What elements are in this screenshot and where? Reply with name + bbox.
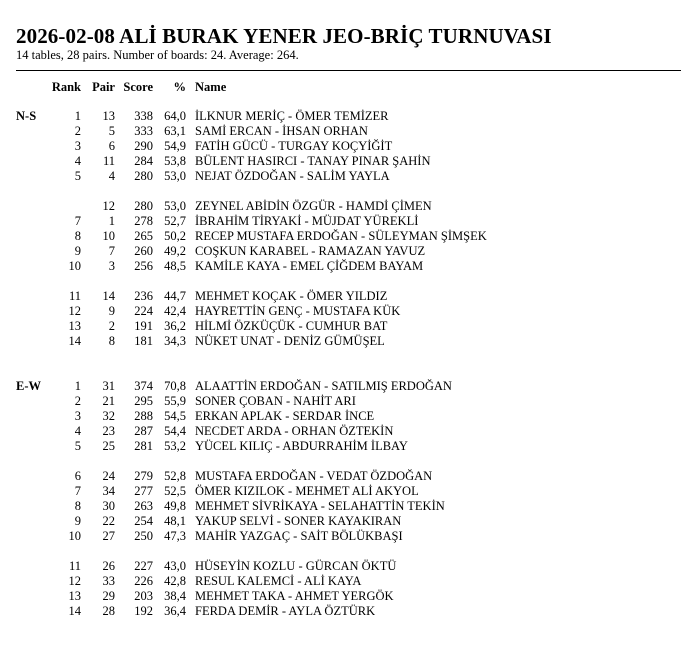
- score-cell: 279: [134, 469, 153, 483]
- result-row: [0, 604, 681, 619]
- result-row: [0, 589, 681, 604]
- rank-cell: 7: [74, 484, 81, 498]
- result-row: [0, 559, 681, 574]
- score-cell: 338: [134, 109, 153, 123]
- pair-name-cell: YAKUP SELVİ - SONER KAYAKIRAN: [195, 514, 402, 528]
- tournament-summary: 14 tables, 28 pairs. Number of boards: 24. Average: 264.: [16, 48, 299, 62]
- score-cell: 227: [134, 559, 153, 573]
- percent-cell: 54,5: [164, 409, 186, 423]
- percent-cell: 53,0: [164, 199, 186, 213]
- pair-name-cell: MUSTAFA ERDOĞAN - VEDAT ÖZDOĞAN: [195, 469, 433, 483]
- pair-cell: 6: [108, 139, 115, 153]
- result-row: [0, 169, 681, 184]
- result-row: [0, 214, 681, 229]
- header-divider: [16, 70, 681, 71]
- rank-cell: 4: [74, 154, 81, 168]
- result-row: [0, 304, 681, 319]
- pair-name-cell: ALAATTİN ERDOĞAN - SATILMIŞ ERDOĞAN: [195, 379, 452, 393]
- result-row: [0, 199, 681, 214]
- result-row: [0, 574, 681, 589]
- score-cell: 181: [134, 334, 153, 348]
- result-row: [0, 154, 681, 169]
- rank-cell: 10: [68, 529, 81, 543]
- score-cell: 280: [134, 169, 153, 183]
- score-cell: 280: [134, 199, 153, 213]
- pair-cell: 3: [108, 259, 115, 273]
- percent-cell: 55,9: [164, 394, 186, 408]
- percent-cell: 70,8: [164, 379, 186, 393]
- result-row: [0, 124, 681, 139]
- rank-cell: 14: [68, 604, 81, 618]
- result-row: [0, 394, 681, 409]
- pair-cell: 12: [102, 199, 115, 213]
- column-header-score: Score: [123, 80, 153, 94]
- result-row: [0, 529, 681, 544]
- result-row: [0, 409, 681, 424]
- pair-name-cell: MEHMET TAKA - AHMET YERGÖK: [195, 589, 394, 603]
- pair-cell: 1: [108, 214, 115, 228]
- pair-cell: 33: [102, 574, 115, 588]
- rank-cell: 5: [74, 169, 81, 183]
- percent-cell: 48,5: [164, 259, 186, 273]
- rank-cell: 2: [74, 394, 81, 408]
- pair-cell: 29: [102, 589, 115, 603]
- pair-cell: 22: [102, 514, 115, 528]
- percent-cell: 48,1: [164, 514, 186, 528]
- score-cell: 263: [134, 499, 153, 513]
- pair-cell: 13: [102, 109, 115, 123]
- pair-cell: 9: [108, 304, 115, 318]
- pair-name-cell: FATİH GÜCÜ - TURGAY KOÇYİĞİT: [195, 139, 393, 153]
- score-cell: 224: [134, 304, 153, 318]
- pair-name-cell: RESUL KALEMCİ - ALİ KAYA: [195, 574, 362, 588]
- pair-cell: 21: [102, 394, 115, 408]
- score-cell: 256: [134, 259, 153, 273]
- pair-name-cell: SAMİ ERCAN - İHSAN ORHAN: [195, 124, 368, 138]
- score-cell: 374: [134, 379, 153, 393]
- rank-cell: 6: [74, 469, 81, 483]
- rank-cell: 11: [68, 559, 81, 573]
- percent-cell: 53,8: [164, 154, 186, 168]
- pair-cell: 7: [108, 244, 115, 258]
- pair-name-cell: ZEYNEL ABİDİN ÖZGÜR - HAMDİ ÇİMEN: [195, 199, 432, 213]
- pair-name-cell: FERDA DEMİR - AYLA ÖZTÜRK: [195, 604, 376, 618]
- percent-cell: 36,2: [164, 319, 186, 333]
- percent-cell: 53,0: [164, 169, 186, 183]
- pair-cell: 4: [108, 169, 115, 183]
- score-cell: 265: [134, 229, 153, 243]
- rank-cell: 13: [68, 589, 81, 603]
- percent-cell: 52,7: [164, 214, 186, 228]
- percent-cell: 54,4: [164, 424, 186, 438]
- rank-cell: 1: [74, 379, 81, 393]
- pair-cell: 10: [102, 229, 115, 243]
- pair-cell: 34: [102, 484, 115, 498]
- percent-cell: 64,0: [164, 109, 186, 123]
- pair-name-cell: YÜCEL KILIÇ - ABDURRAHİM İLBAY: [195, 439, 408, 453]
- result-row: [0, 514, 681, 529]
- percent-cell: 36,4: [164, 604, 186, 618]
- pair-cell: 31: [102, 379, 115, 393]
- rank-cell: 9: [74, 244, 81, 258]
- pair-name-cell: ERKAN APLAK - SERDAR İNCE: [195, 409, 375, 423]
- pair-name-cell: COŞKUN KARABEL - RAMAZAN YAVUZ: [195, 244, 426, 258]
- rank-cell: 10: [68, 259, 81, 273]
- section-label-ns: N-S: [16, 109, 37, 123]
- result-row: [0, 439, 681, 454]
- rank-cell: 2: [74, 124, 81, 138]
- pair-name-cell: İLKNUR MERİÇ - ÖMER TEMİZER: [195, 109, 389, 123]
- result-row: [0, 334, 681, 349]
- score-cell: 277: [134, 484, 153, 498]
- score-cell: 226: [134, 574, 153, 588]
- result-row: [0, 424, 681, 439]
- pair-cell: 5: [108, 124, 115, 138]
- pair-cell: 2: [108, 319, 115, 333]
- percent-cell: 43,0: [164, 559, 186, 573]
- result-row: [0, 484, 681, 499]
- result-row: [0, 469, 681, 484]
- percent-cell: 38,4: [164, 589, 186, 603]
- rank-cell: 1: [74, 109, 81, 123]
- pair-cell: 24: [102, 469, 115, 483]
- rank-cell: 11: [68, 289, 81, 303]
- percent-cell: 52,5: [164, 484, 186, 498]
- rank-cell: 8: [74, 499, 81, 513]
- rank-cell: 3: [74, 139, 81, 153]
- percent-cell: 47,3: [164, 529, 186, 543]
- pair-cell: 28: [102, 604, 115, 618]
- score-cell: 295: [134, 394, 153, 408]
- percent-cell: 42,4: [164, 304, 186, 318]
- percent-cell: 50,2: [164, 229, 186, 243]
- score-cell: 290: [134, 139, 153, 153]
- rank-cell: 9: [74, 514, 81, 528]
- column-header-rank: Rank: [51, 80, 81, 94]
- pair-name-cell: SONER ÇOBAN - NAHİT ARI: [195, 394, 356, 408]
- percent-cell: 42,8: [164, 574, 186, 588]
- pair-name-cell: HİLMİ ÖZKÜÇÜK - CUMHUR BAT: [195, 319, 388, 333]
- score-cell: 192: [134, 604, 153, 618]
- percent-cell: 49,2: [164, 244, 186, 258]
- pair-cell: 8: [108, 334, 115, 348]
- result-row: [0, 139, 681, 154]
- rank-cell: 7: [74, 214, 81, 228]
- rank-cell: 14: [68, 334, 81, 348]
- pair-name-cell: HÜSEYİN KOZLU - GÜRCAN ÖKTÜ: [195, 559, 397, 573]
- score-cell: 254: [134, 514, 153, 528]
- score-cell: 260: [134, 244, 153, 258]
- rank-cell: 8: [74, 229, 81, 243]
- pair-name-cell: NÜKET UNAT - DENİZ GÜMÜŞEL: [195, 334, 385, 348]
- rank-cell: 4: [74, 424, 81, 438]
- pair-name-cell: ÖMER KIZILOK - MEHMET ALİ AKYOL: [195, 484, 419, 498]
- column-header-name: Name: [195, 80, 227, 94]
- column-header-pair: Pair: [92, 80, 115, 94]
- percent-cell: 34,3: [164, 334, 186, 348]
- pair-name-cell: KAMİLE KAYA - EMEL ÇİĞDEM BAYAM: [195, 259, 424, 273]
- percent-cell: 53,2: [164, 439, 186, 453]
- result-row: [0, 109, 681, 124]
- score-cell: 333: [134, 124, 153, 138]
- page-title: 2026-02-08 ALİ BURAK YENER JEO-BRİÇ TURNUVASI: [16, 24, 552, 48]
- pair-name-cell: RECEP MUSTAFA ERDOĞAN - SÜLEYMAN ŞİMŞEK: [195, 229, 487, 243]
- result-row: [0, 259, 681, 274]
- result-row: [0, 229, 681, 244]
- pair-cell: 23: [102, 424, 115, 438]
- section-label-ew: E-W: [16, 379, 41, 393]
- score-cell: 236: [134, 289, 153, 303]
- percent-cell: 54,9: [164, 139, 186, 153]
- score-cell: 250: [134, 529, 153, 543]
- pair-name-cell: NECDET ARDA - ORHAN ÖZTEKİN: [195, 424, 394, 438]
- rank-cell: 12: [68, 574, 81, 588]
- rank-cell: 13: [68, 319, 81, 333]
- pair-name-cell: İBRAHİM TİRYAKİ - MÜJDAT YÜREKLİ: [195, 214, 419, 228]
- result-row: [0, 289, 681, 304]
- pair-cell: 14: [102, 289, 115, 303]
- rank-cell: 5: [74, 439, 81, 453]
- percent-cell: 44,7: [164, 289, 186, 303]
- pair-name-cell: BÜLENT HASIRCI - TANAY PINAR ŞAHİN: [195, 154, 431, 168]
- pair-name-cell: MAHİR YAZGAÇ - SAİT BÖLÜKBAŞI: [195, 529, 403, 543]
- score-cell: 203: [134, 589, 153, 603]
- score-cell: 284: [134, 154, 153, 168]
- percent-cell: 63,1: [164, 124, 186, 138]
- pair-name-cell: MEHMET KOÇAK - ÖMER YILDIZ: [195, 289, 388, 303]
- pair-name-cell: MEHMET SİVRİKAYA - SELAHATTİN TEKİN: [195, 499, 445, 513]
- pair-cell: 27: [102, 529, 115, 543]
- score-cell: 281: [134, 439, 153, 453]
- pair-cell: 11: [102, 154, 115, 168]
- score-cell: 191: [134, 319, 153, 333]
- rank-cell: 3: [74, 409, 81, 423]
- rank-cell: 12: [68, 304, 81, 318]
- pair-cell: 32: [102, 409, 115, 423]
- result-row: [0, 379, 681, 394]
- column-header-percent: %: [173, 80, 186, 94]
- score-cell: 288: [134, 409, 153, 423]
- score-cell: 278: [134, 214, 153, 228]
- pair-cell: 26: [102, 559, 115, 573]
- result-row: [0, 319, 681, 334]
- result-row: [0, 244, 681, 259]
- result-row: [0, 499, 681, 514]
- column-header-row: [0, 80, 681, 95]
- score-cell: 287: [134, 424, 153, 438]
- percent-cell: 52,8: [164, 469, 186, 483]
- pair-cell: 25: [102, 439, 115, 453]
- percent-cell: 49,8: [164, 499, 186, 513]
- pair-cell: 30: [102, 499, 115, 513]
- pair-name-cell: HAYRETTİN GENÇ - MUSTAFA KÜK: [195, 304, 401, 318]
- pair-name-cell: NEJAT ÖZDOĞAN - SALİM YAYLA: [195, 169, 390, 183]
